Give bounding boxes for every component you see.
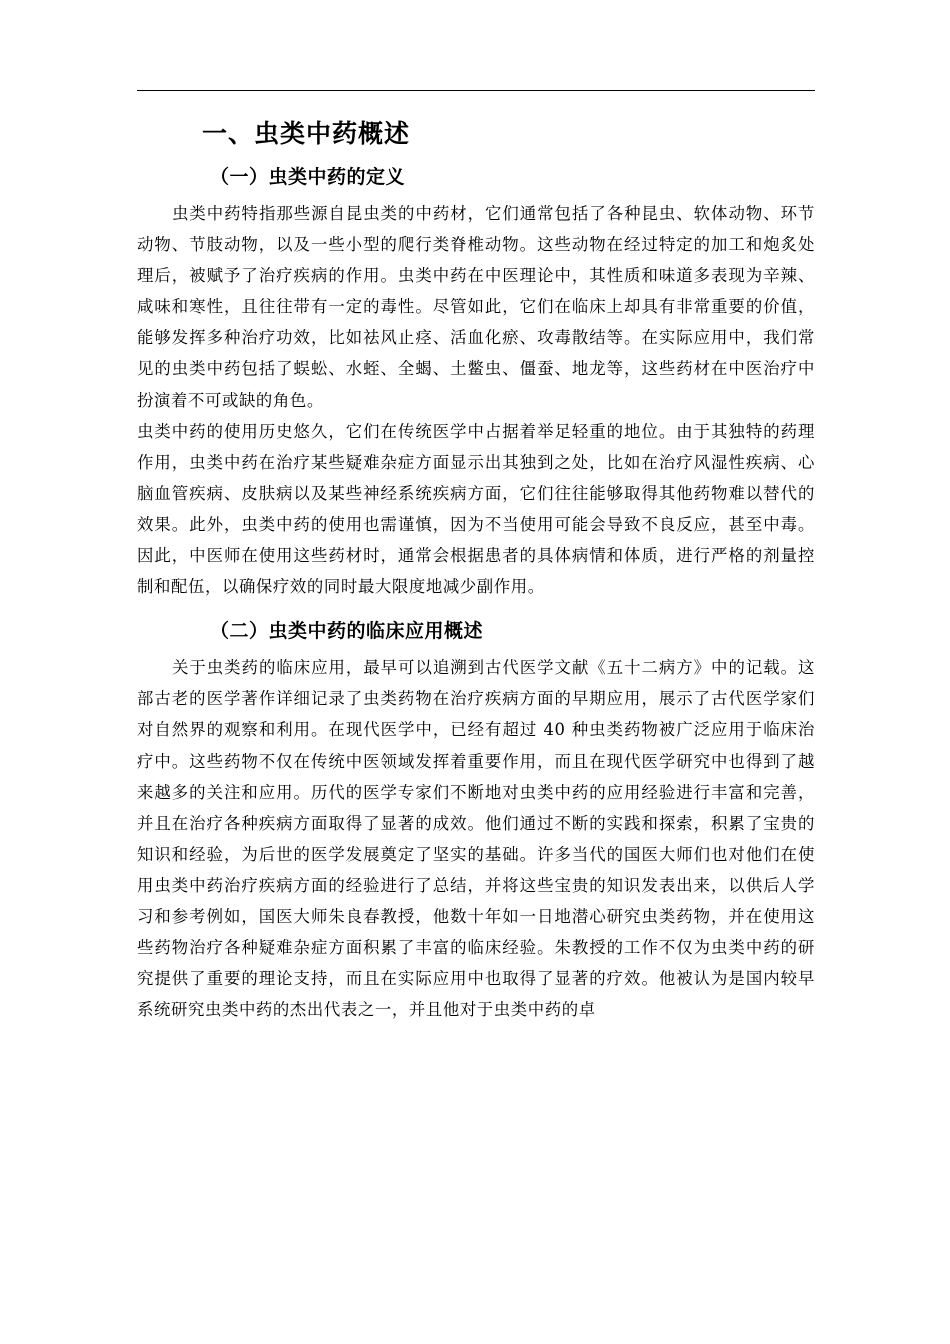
page-content (137, 112, 815, 1025)
paragraph-definition-1: 虫类中药特指那些源自昆虫类的中药材，它们通常包括了各种昆虫、软体动物、环节动物、节肢动物，以及一些小型的爬行类脊椎动物。这些动物在经过特定的加工和炮炙处理后，被赋予了治疗疾病的作用。虫类中药在中医理论中，其性质和味道多表现为辛辣、咸味和寒性，且往往带有一定的毒性。尽管如此，它们在临床上却具有非常重要的价值，能够发挥多种治疗功效，比如祛风止痉、活血化瘀、攻毒散结等。在实际应用中，我们常见的虫类中药包括了蜈蚣、水蛭、全蝎、土鳖虫、僵蚕、地龙等，这些药材在中医治疗中扮演着不可或缺的角色。 (137, 204, 815, 410)
header-rule (137, 90, 815, 91)
paragraph-definition-2: 虫类中药的使用历史悠久，它们在传统医学中占据着举足轻重的地位。由于其独特的药理作用，虫类中药在治疗某些疑难杂症方面显示出其独到之处，比如在治疗风湿性疾病、心脑血管疾病、皮肤病以及某些神经系统疾病方面，它们往往能够取得其他药物难以替代的效果。此外，虫类中药的使用也需谨慎，因为不当使用可能会导致不良反应，甚至中毒。因此，中医师在使用这些药材时，通常会根据患者的具体病情和体质，进行严格的剂量控制和配伍，以确保疗效的同时最大限度地减少副作用。 (137, 421, 815, 597)
subsection-heading-clinical: （二）虫类中药的临床应用概述 (210, 620, 484, 643)
section-title: 一、虫类中药概述 (202, 119, 411, 148)
paragraph-clinical-1: 关于虫类药的临床应用，最早可以追溯到古代医学文献《五十二病方》中的记载。这部古老的医学著作详细记录了虫类药物在治疗疾病方面的早期应用，展示了古代医学家们对自然界的观察和利用。在现代医学中，已经有超过 40 种虫类药物被广泛应用于临床治疗中。这些药物不仅在传统中医领域发挥着重要作用，而且在现代医学研究中也得到了越来越多的关注和应用。历代的医学专家们不断地对虫类中药的应用经验进行丰富和完善，并且在治疗各种疾病方面取得了显著的成效。他们通过不断的实践和探索，积累了宝贵的知识和经验，为后世的医学发展奠定了坚实的基础。许多当代的国医大师们也对他们在使用虫类中药治疗疾病方面的经验进行了总结，并将这些宝贵的知识发表出来，以供后人学习和参考例如，国医大师朱良春教授，他数十年如一日地潜心研究虫类药物，并在使用这些药物治疗各种疑难杂症方面积累了丰富的临床经验。朱教授的工作不仅为虫类中药的研究提供了重要的理论支持，而且在实际应用中也取得了显著的疗效。他被认为是国内较早系统研究虫类中药的杰出代表之一，并且他对于虫类中药的卓 (137, 658, 815, 1020)
subsection-heading-definition: （一）虫类中药的定义 (210, 166, 406, 188)
